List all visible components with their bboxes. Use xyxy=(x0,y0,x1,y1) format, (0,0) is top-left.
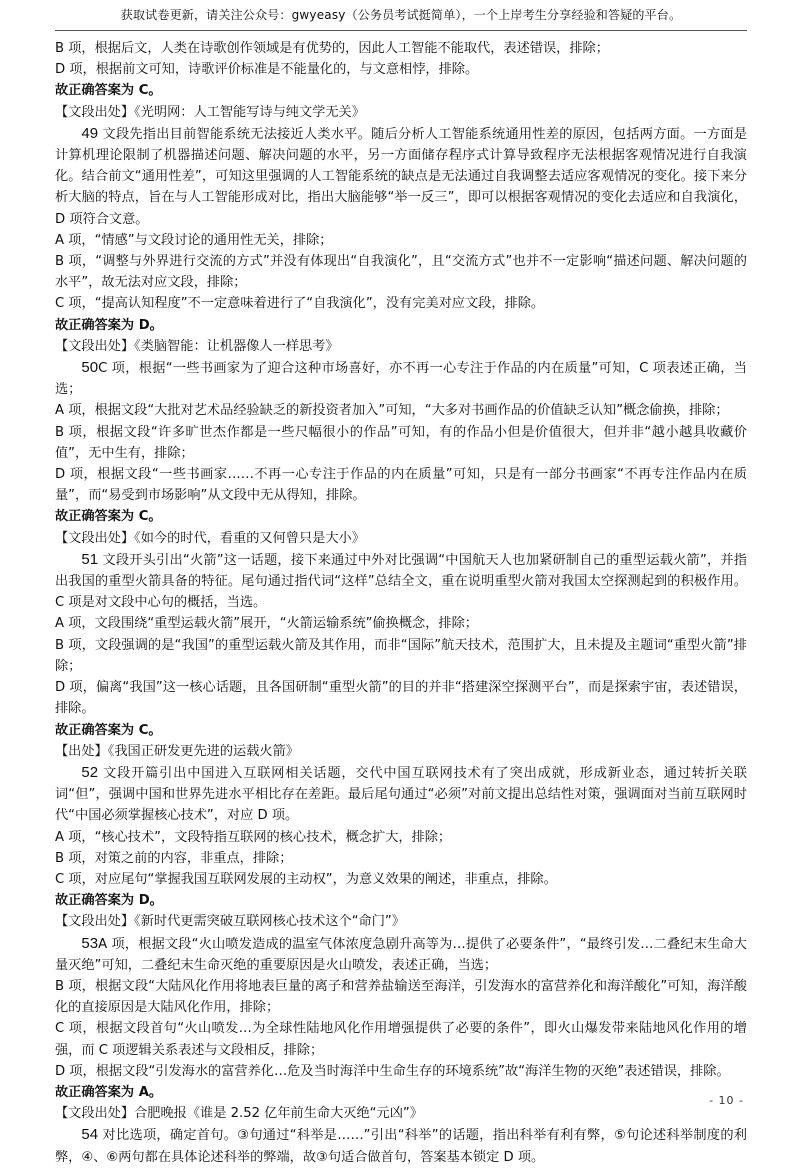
page-content xyxy=(55,38,747,1168)
question-explanation xyxy=(55,933,747,976)
source-citation: 【出处】《我国正研发更先进的运载火箭》 xyxy=(55,743,299,759)
option-analysis: A 项，文段围绕“重型运载火箭”展开，“火箭运输系统”偷换概念，排除； xyxy=(55,616,478,632)
option-analysis: C 项，对应尾句“掌握我国互联网发展的主动权”，为意义效果的阐述，非重点，排除。 xyxy=(55,871,557,887)
option-analysis: D 项，根据文段“引发海水的富营养化…危及当时海洋中生命生存的环境系统”故“海洋生物的灭绝”表述错误，排除。 xyxy=(55,1063,730,1079)
question-explanation xyxy=(55,123,747,230)
option-analysis: D 项，偏离“我国”这一核心话题，且各国研制“重型火箭”的目的并非“搭建深空探测平台”，而是探索宇宙，表述错误，排除。 xyxy=(55,680,747,717)
option-analysis: B 项，根据文段“大陆风化作用将地表巨量的离子和营养盐输送至海洋，引发海水的富营养化和海洋酸化”可知，海洋酸化的直接原因是大陆风化作用，排除； xyxy=(55,978,747,1016)
source-citation: 【文段出处】合肥晚报《谁是 2.52 亿年前生命大灭绝“元凶”》 xyxy=(55,1106,423,1122)
option-analysis: B 项，根据文段“许多旷世杰作都是一些尺幅很小的作品”可知，有的作品小但是价值很大，但并非“越小越具收藏价值”，无中生有，排除； xyxy=(55,424,747,461)
correct-answer-line: 故正确答案为 C。 xyxy=(55,83,162,99)
explanation-text: 文段开篇引出中国进入互联网相关话题，交代中国互联网技术有了突出成就，形成新业态，通过转折关联词“但”，强调中国和世界先进水平相比存在差距。最后尾句通过“必须”对前文提出总结性对策，强调面对当前互联网时代“中国必须掌握核心技术”，对应 D 项。 xyxy=(55,765,747,824)
explanation-text: 文段开头引出“火箭”这一话题，接下来通过中外对比强调“中国航天人也加紧研制自己的重型运载火箭”，并指出我国的重型火箭具备的特征。尾句通过指代词“这样”总结全文，重在说明重型火箭对我国太空探测起到的积极作用。C 项是对文段中心句的概括，当选。 xyxy=(55,552,747,611)
source-citation: 【文段出处】《新时代更需突破互联网核心技术这个“命门”》 xyxy=(55,914,405,930)
source-citation: 【文段出处】《光明网：人工智能写诗与纯文学无关》 xyxy=(55,104,365,120)
option-analysis: C 项，根据文段首句“火山喷发…为全球性陆地风化作用增强提供了必要的条件”，即火山爆发带来陆地风化作用的增强，而 C 项逻辑关系表述与文段相反，排除； xyxy=(55,1021,747,1058)
option-analysis: A 项，根据文段“大批对艺术品经验缺乏的新投资者加入”可知，“大多对书画作品的价值缺乏认知”概念偷换，排除； xyxy=(55,403,729,419)
question-number: 54 xyxy=(81,1126,99,1144)
explanation-text: C 项，根据“一些书画家为了迎合这种市场喜好，亦不再一心专注于作品的内在质量”可知，C 项表述正确，当选； xyxy=(55,361,747,398)
question-explanation xyxy=(55,762,747,827)
question-number: 51 xyxy=(81,550,99,568)
option-analysis: B 项，“调整与外界进行交流的方式”并没有体现出“自我演化”，且“交流方式”也并不一定影响“描述问题、解决问题的水平”，故无法对应文段，排除； xyxy=(55,254,747,291)
page-header: 获取试卷更新，请关注公众号：gwyeasy（公务员考试挺简单），一个上岸考生分享经验和答疑的平台。 xyxy=(55,0,747,31)
question-number: 50 xyxy=(81,359,99,377)
question-number: 52 xyxy=(81,763,99,781)
option-analysis: D 项，根据文段“一些书画家……不再一心专注于作品的内在质量”可知，只是有一部分书画家“不再专注作品内在质量”，而“易受到市场影响”从文段中无从得知，排除。 xyxy=(55,467,747,504)
correct-answer-line: 故正确答案为 C。 xyxy=(55,509,162,525)
question-explanation xyxy=(55,1124,747,1167)
explanation-text: A 项，根据文段“火山喷发造成的温室气体浓度急剧升高等为…提供了必要条件”，“最终引发…二叠纪末生命大量灭绝”可知，二叠纪末生命灭绝的重要原因是火山喷发，表述正确，当选； xyxy=(55,936,747,973)
correct-answer-line: 故正确答案为 D。 xyxy=(55,317,163,333)
question-number: 53 xyxy=(81,934,99,952)
option-analysis: D 项，根据前文可知，诗歌评价标准是不能量化的，与文意相悖，排除。 xyxy=(55,62,479,78)
option-analysis: B 项，文段强调的是“我国”的重型运载火箭及其作用，而非“国际”航天技术，范围扩大，且未提及主题词“重型火箭”排除； xyxy=(55,637,747,674)
correct-answer-line: 故正确答案为 C。 xyxy=(55,722,162,738)
option-analysis: C 项，“提高认知程度”不一定意味着进行了“自我演化”，没有完美对应文段，排除。 xyxy=(55,296,545,312)
explanation-text: 对比选项，确定首句。③句通过“科举是……”引出“科举”的话题，指出科举有利有弊，⑤句论述科举制度的利弊，④、⑥两句都在具体论述科举的弊端，故③句适合做首句，答案基本锁定 D 项。 xyxy=(55,1128,747,1165)
question-number: 49 xyxy=(81,124,99,142)
explanation-text: 文段先指出目前智能系统无法接近人类水平。随后分析人工智能系统通用性差的原因，包括两方面。一方面是计算机理论限制了机器描述问题、解决问题的水平，另一方面储存程序式计算导致程序无法根据客观情况进行自我演化。结合前文“通用性差”，可知这里强调的人工智能系统的缺点是无法通过自我调整去适应客观情况的变化。接下来分析大脑的特点，旨在与人工智能形成对比，指出大脑能够“举一反三”，即可以根据客观情况的变化去适应和自我演化，D 项符合文意。 xyxy=(55,126,748,227)
correct-answer-line: 故正确答案为 A。 xyxy=(55,1084,163,1100)
option-analysis: A 项，“核心技术”，文段特指互联网的核心技术，概念扩大，排除； xyxy=(55,829,452,845)
correct-answer-line: 故正确答案为 D。 xyxy=(55,893,163,909)
option-analysis: B 项，对策之前的内容，非重点，排除； xyxy=(55,850,293,866)
source-citation: 【文段出处】《如今的时代，看重的又何曾只是大小》 xyxy=(55,530,365,546)
option-analysis: B 项，根据后文，人类在诗歌创作领域是有优势的，因此人工智能不能取代，表述错误，排除； xyxy=(55,41,609,56)
option-analysis: A 项，“情感”与文段讨论的通用性无关，排除； xyxy=(55,232,333,248)
question-explanation xyxy=(55,357,747,400)
question-explanation xyxy=(55,549,747,614)
source-citation: 【文段出处】《类脑智能：让机器像人一样思考》 xyxy=(55,338,339,354)
page-number: - 10 - xyxy=(709,1094,744,1107)
